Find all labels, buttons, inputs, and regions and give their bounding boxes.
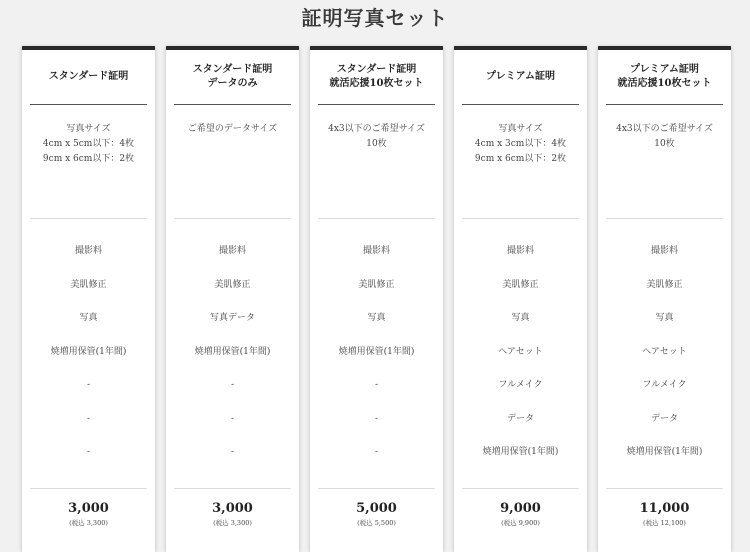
divider	[462, 218, 579, 219]
plan-item: 焼増用保管(1年間)	[482, 447, 559, 457]
plan-card-premium-10set[interactable]	[598, 46, 731, 552]
plan-item: 美肌修正	[214, 279, 251, 290]
plan-price-tax: (税込 12,100)	[643, 519, 686, 527]
plan-item: 焼増用保管(1年間)	[626, 447, 703, 457]
plan-item: 撮影料	[74, 246, 102, 256]
divider	[30, 218, 147, 219]
plan-item: -	[86, 380, 91, 390]
divider	[318, 488, 435, 489]
plan-item: 写真データ	[209, 313, 255, 323]
plan-cards	[0, 46, 750, 552]
page-title: 証明写真セット	[301, 6, 449, 30]
plan-items	[166, 243, 299, 478]
plan-item: -	[374, 413, 379, 424]
plan-item: 美肌修正	[646, 279, 683, 290]
plan-size: 写真サイズ 4cm x 5cm以下：4枚 9cm x 6cm以下：2枚	[42, 124, 135, 164]
plan-item: -	[230, 447, 235, 457]
plan-item: データ	[650, 413, 678, 424]
plan-item: 写真	[79, 313, 98, 323]
plan-card-standard[interactable]	[22, 46, 155, 552]
plan-price-tax: (税込 3,300)	[69, 519, 108, 527]
divider	[174, 488, 291, 489]
plan-item: データ	[506, 413, 534, 424]
plan-price: 9,000	[500, 501, 541, 516]
plan-price-tax: (税込 5,500)	[357, 519, 396, 527]
plan-card-standard-10set[interactable]	[310, 46, 443, 552]
plan-item: -	[374, 380, 379, 390]
divider	[606, 488, 723, 489]
plan-price-tax: (税込 9,900)	[501, 519, 540, 527]
plan-item: 写真	[511, 313, 530, 323]
plan-card-standard-data[interactable]	[166, 46, 299, 552]
plan-item: 撮影料	[506, 246, 534, 256]
divider	[606, 218, 723, 219]
plan-items	[310, 243, 443, 478]
plan-item: -	[230, 380, 235, 390]
plan-item: ヘアセット	[498, 346, 543, 357]
plan-item: 美肌修正	[502, 279, 539, 290]
plan-item: 撮影料	[362, 246, 390, 256]
plan-item: フルメイク	[642, 380, 687, 390]
plan-price: 3,000	[212, 501, 253, 516]
plan-name: スタンダード証明 データのみ	[192, 64, 273, 89]
plan-item: 写真	[655, 313, 674, 323]
plan-items	[22, 243, 155, 478]
plan-price-tax: (税込 3,300)	[213, 519, 252, 527]
plan-item: 焼増用保管(1年間)	[194, 346, 271, 357]
plan-items	[454, 243, 587, 478]
plan-price: 11,000	[639, 501, 690, 516]
divider	[606, 104, 723, 105]
plan-size: ご希望のデータサイズ	[187, 124, 278, 134]
plan-item: 美肌修正	[358, 279, 395, 290]
plan-item: 写真	[367, 313, 386, 323]
plan-item: 焼増用保管(1年間)	[50, 346, 127, 357]
divider	[30, 488, 147, 489]
plan-item: -	[86, 413, 91, 424]
plan-item: ヘアセット	[642, 346, 687, 357]
plan-item: -	[374, 447, 379, 457]
plan-item: 撮影料	[650, 246, 678, 256]
plan-name: スタンダード証明 就活応援10枚セット	[329, 64, 424, 89]
plan-name: プレミアム証明	[486, 71, 555, 82]
divider	[174, 104, 291, 105]
plan-size: 写真サイズ 4cm x 3cm以下：4枚 9cm x 6cm以下：2枚	[474, 124, 567, 164]
plan-size: 4x3以下のご希望サイズ 10枚	[328, 124, 425, 149]
plan-price: 5,000	[356, 501, 397, 516]
plan-size: 4x3以下のご希望サイズ 10枚	[616, 124, 713, 149]
divider	[174, 218, 291, 219]
plan-item: 焼増用保管(1年間)	[338, 346, 415, 357]
plan-card-premium[interactable]	[454, 46, 587, 552]
plan-name: スタンダード証明	[48, 71, 129, 82]
plan-items	[598, 243, 731, 478]
plan-item: -	[86, 447, 91, 457]
divider	[318, 218, 435, 219]
plan-item: 美肌修正	[70, 279, 107, 290]
divider	[462, 488, 579, 489]
divider	[30, 104, 147, 105]
divider	[318, 104, 435, 105]
plan-name: プレミアム証明 就活応援10枚セット	[617, 64, 712, 89]
divider	[462, 104, 579, 105]
plan-item: 撮影料	[218, 246, 246, 256]
plan-item: -	[230, 413, 235, 424]
plan-price: 3,000	[68, 501, 109, 516]
plan-item: フルメイク	[498, 380, 543, 390]
